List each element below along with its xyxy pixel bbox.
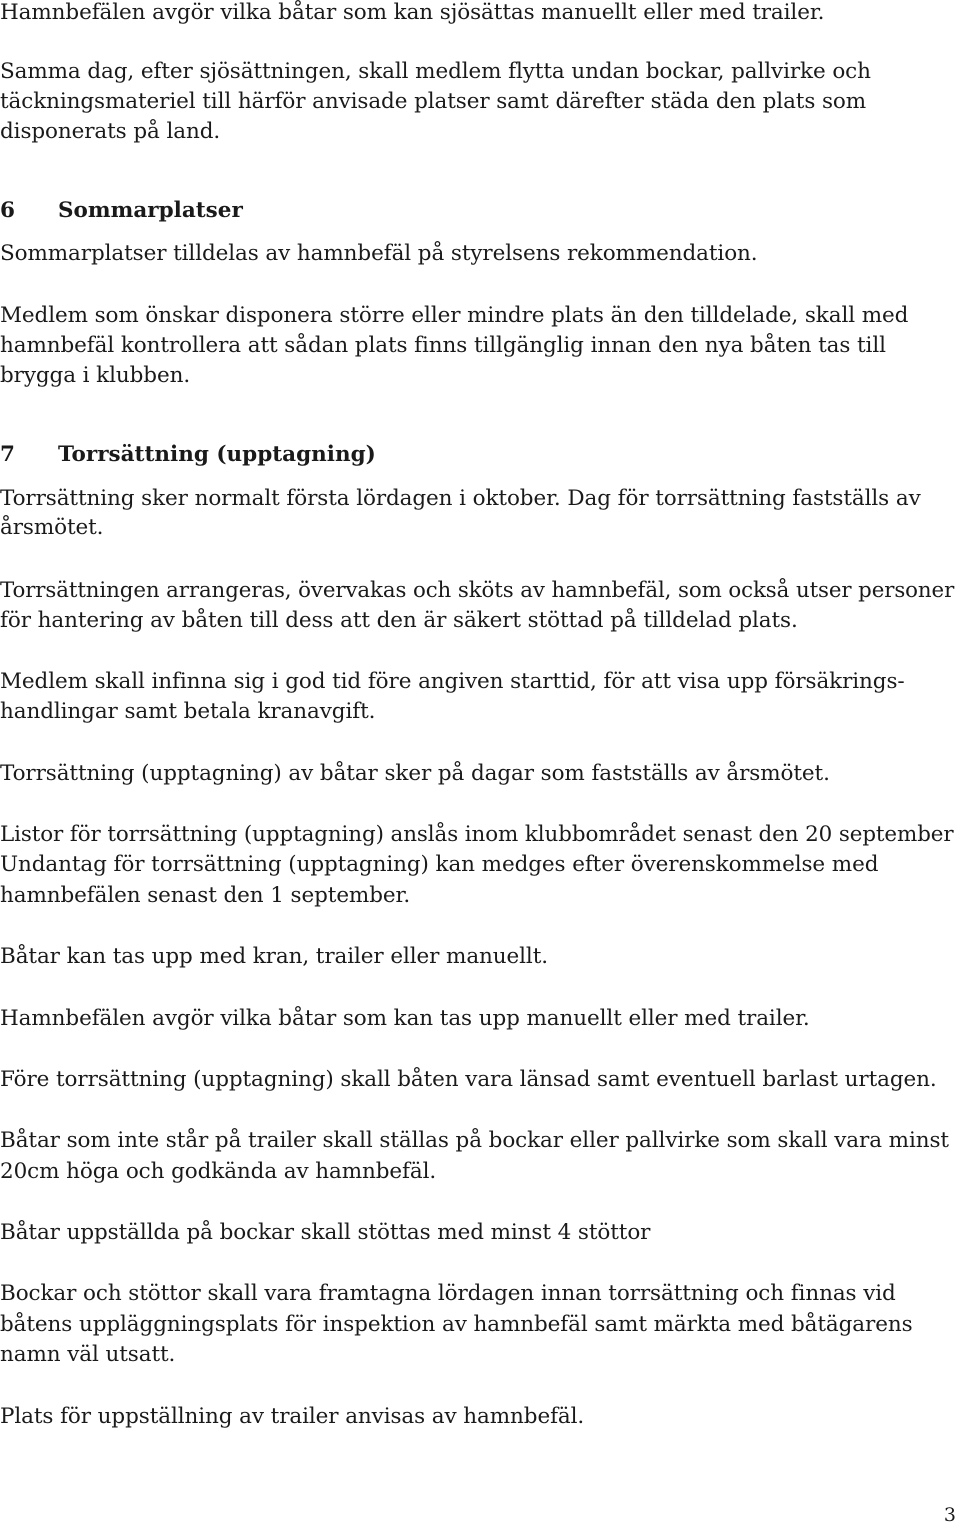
text-line: Bockar och stöttor skall vara framtagna lördagen innan torrsättning och finnas vid [0,1281,896,1306]
text-line: handlingar samt betala kranavgift. [0,699,376,724]
text-line: årsmötet. [0,515,104,540]
text-line: disponerats på land. [0,119,221,144]
text-line: båtens uppläggningsplats för inspektion av hamnbefäl samt märkta med båtägarens [0,1312,913,1337]
text-line: Sommarplatser tilldelas av hamnbefäl på styrelsens rekommendation. [0,241,758,266]
text-line: Listor för torrsättning (upptagning) anslås inom klubbområdet senast den 20 september [0,822,954,847]
text-line: Hamnbefälen avgör vilka båtar som kan tas upp manuellt eller med trailer. [0,1006,810,1031]
section-heading-6 [0,196,243,226]
section-title: Torrsättning (upptagning) [58,442,376,467]
text-line: Hamnbefälen avgör vilka båtar som kan sjösättas manuellt eller med trailer. [0,0,825,25]
text-line: Torrsättning (upptagning) av båtar sker på dagar som fastställs av årsmötet. [0,761,830,786]
text-line: Båtar som inte står på trailer skall ställas på bockar eller pallvirke som skall vara minst [0,1128,949,1153]
section-number: 7 [0,442,15,467]
text-line: Båtar uppställda på bockar skall stöttas med minst 4 stöttor [0,1220,651,1245]
text-line: täckningsmateriel till härför anvisade platser samt därefter städa den plats som [0,89,867,114]
section-number: 6 [0,198,15,223]
text-line: Före torrsättning (upptagning) skall båten vara länsad samt eventuell barlast urtagen. [0,1067,937,1092]
text-line: Medlem skall infinna sig i god tid före angiven starttid, för att visa upp försäkrings- [0,669,905,694]
text-line: namn väl utsatt. [0,1342,176,1367]
section-title: Sommarplatser [58,198,243,223]
text-line: för hantering av båten till dess att den är säkert stöttad på tilldelad plats. [0,608,798,633]
text-line: Undantag för torrsättning (upptagning) kan medges efter överenskommelse med [0,852,879,877]
text-line: Båtar kan tas upp med kran, trailer eller manuellt. [0,944,548,969]
page-number: 3 [943,1504,956,1526]
section-heading-7 [0,440,376,470]
text-line: 20cm höga och godkända av hamnbefäl. [0,1159,437,1184]
text-line: Torrsättningen arrangeras, övervakas och sköts av hamnbefäl, som också utser personer [0,578,955,603]
text-line: brygga i klubben. [0,363,191,388]
text-line: Samma dag, efter sjösättningen, skall medlem flytta undan bockar, pallvirke och [0,59,871,84]
text-line: Medlem som önskar disponera större eller mindre plats än den tilldelade, skall med [0,303,909,328]
text-line: Plats för uppställning av trailer anvisas av hamnbefäl. [0,1404,585,1429]
text-line: Torrsättning sker normalt första lördagen i oktober. Dag för torrsättning fastställs av [0,486,921,511]
text-line: hamnbefäl kontrollera att sådan plats finns tillgänglig innan den nya båten tas till [0,333,886,358]
text-line: hamnbefälen senast den 1 september. [0,883,411,908]
